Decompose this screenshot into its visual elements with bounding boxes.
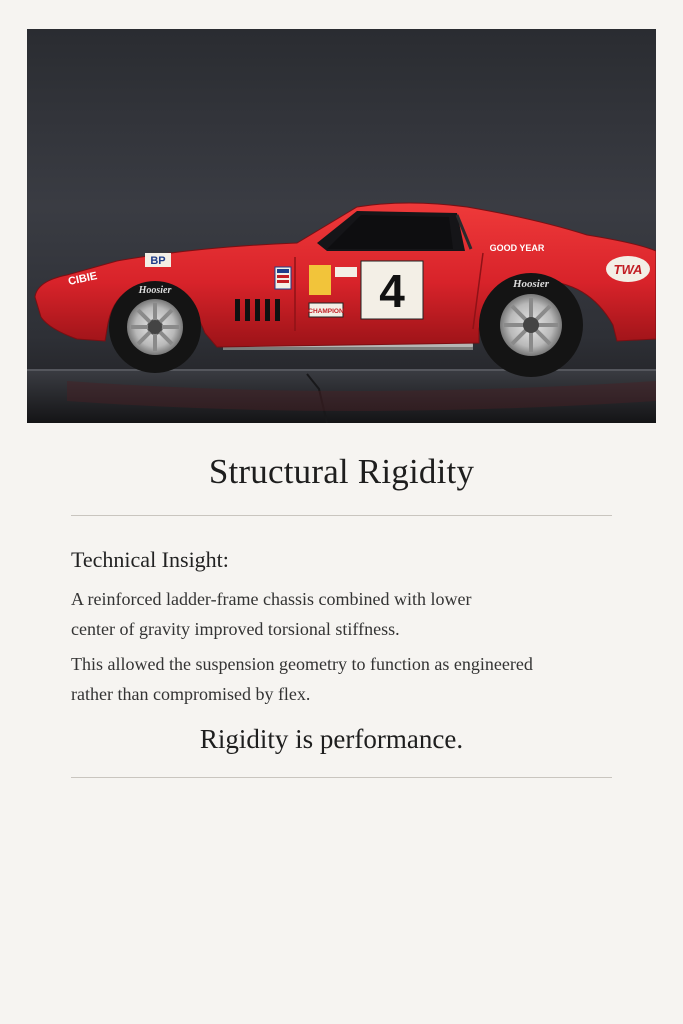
insight-paragraph-2 [71, 649, 631, 709]
insight-line-1: A reinforced ladder-frame chassis combined with lower [71, 589, 472, 609]
divider-bottom [71, 777, 612, 778]
rear-wheel [479, 273, 583, 377]
tagline: Rigidity is performance. [199, 724, 464, 754]
insight-line-3: This allowed the suspension geometry to function as engineered [71, 654, 533, 674]
page-title: Structural Rigidity [208, 452, 475, 491]
hoosier-rear: Hoosier [512, 278, 550, 290]
divider-top [71, 515, 612, 516]
goodyear-decal: GOOD YEAR [489, 243, 545, 253]
bp-decal: BP [150, 255, 166, 267]
champion-decal: CHAMPION [308, 308, 344, 315]
race-number: 4 [379, 265, 405, 317]
cibie-decal: CIBIE [67, 270, 99, 288]
car-photo [27, 29, 656, 423]
hoosier-front: Hoosier [138, 285, 172, 296]
race-car-illustration [27, 29, 656, 423]
insight-line-4: rather than compromised by flex. [71, 684, 311, 704]
insight-line-2: center of gravity improved torsional stiffness. [71, 619, 400, 639]
insight-heading: Technical Insight: [71, 547, 229, 572]
insight-paragraph-1 [71, 584, 631, 644]
front-wheel [109, 281, 201, 373]
twa-decal: TWA [613, 262, 643, 277]
